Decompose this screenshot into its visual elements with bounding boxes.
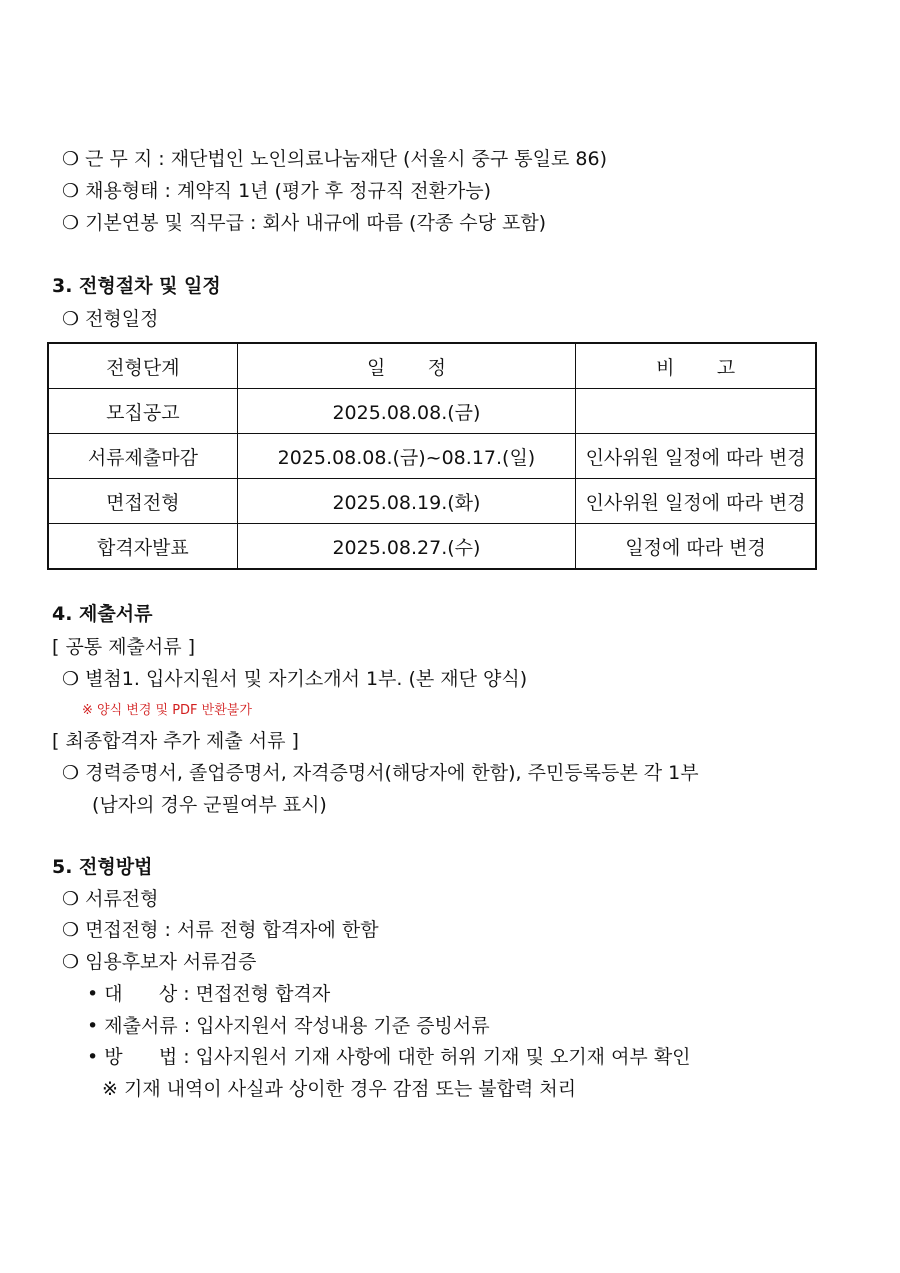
cell-date: 2025.08.08.(금)~08.17.(일) [237, 434, 575, 479]
cell-stage: 합격자발표 [48, 524, 237, 570]
section3-title: 3. 전형절차 및 일정 [52, 275, 221, 297]
cell-note: 인사위원 일정에 따라 변경 [576, 479, 816, 524]
verification-bullet: • 제출서류 : 입사지원서 작성내용 기준 증빙서류 [87, 1015, 490, 1037]
table-row [48, 479, 816, 524]
table-header-row [48, 343, 816, 389]
final-docs-item-cont: (남자의 경우 군필여부 표시) [92, 794, 327, 816]
method-item: ❍ 서류전형 [62, 888, 159, 910]
schedule-subtitle: ❍ 전형일정 [62, 308, 159, 330]
section4-title: 4. 제출서류 [52, 603, 153, 625]
table-row [48, 524, 816, 570]
cell-stage: 서류제출마감 [48, 434, 237, 479]
header-stage: 전형단계 [48, 343, 237, 389]
method-item: ❍ 임용후보자 서류검증 [62, 951, 257, 973]
table-row [48, 434, 816, 479]
table-row [48, 389, 816, 434]
common-docs-header: [ 공통 제출서류 ] [52, 636, 196, 658]
verification-note: ※ 기재 내역이 사실과 상이한 경우 감점 또는 불합력 처리 [102, 1078, 577, 1100]
employment-type-line: ❍ 채용형태 : 계약직 1년 (평가 후 정규직 전환가능) [62, 180, 492, 202]
header-note: 비 고 [576, 343, 816, 389]
cell-date: 2025.08.08.(금) [237, 389, 575, 434]
cell-note: 인사위원 일정에 따라 변경 [576, 434, 816, 479]
final-docs-header: [ 최종합격자 추가 제출 서류 ] [52, 730, 299, 752]
final-docs-item: ❍ 경력증명서, 졸업증명서, 자격증명서(해당자에 한함), 주민등록등본 각 1부 [62, 762, 699, 784]
section5-title: 5. 전형방법 [52, 856, 153, 878]
work-location-line: ❍ 근 무 지 : 재단법인 노인의료나눔재단 (서울시 중구 통일로 86) [62, 148, 607, 170]
schedule-table [47, 342, 817, 570]
verification-bullet: • 대 상 : 면접전형 합격자 [87, 983, 331, 1005]
salary-line: ❍ 기본연봉 및 직무급 : 회사 내규에 따름 (각종 수당 포함) [62, 212, 547, 234]
cell-date: 2025.08.27.(수) [237, 524, 575, 570]
cell-stage: 모집공고 [48, 389, 237, 434]
header-date: 일 정 [237, 343, 575, 389]
common-docs-item: ❍ 별첨1. 입사지원서 및 자기소개서 1부. (본 재단 양식) [62, 668, 528, 690]
format-note: ※ 양식 변경 및 PDF 반환불가 [82, 703, 252, 718]
cell-note: 일정에 따라 변경 [576, 524, 816, 570]
method-item: ❍ 면접전형 : 서류 전형 합격자에 한함 [62, 919, 379, 941]
cell-stage: 면접전형 [48, 479, 237, 524]
verification-bullet: • 방 법 : 입사지원서 기재 사항에 대한 허위 기재 및 오기재 여부 확인 [87, 1046, 691, 1068]
cell-note [576, 389, 816, 434]
cell-date: 2025.08.19.(화) [237, 479, 575, 524]
